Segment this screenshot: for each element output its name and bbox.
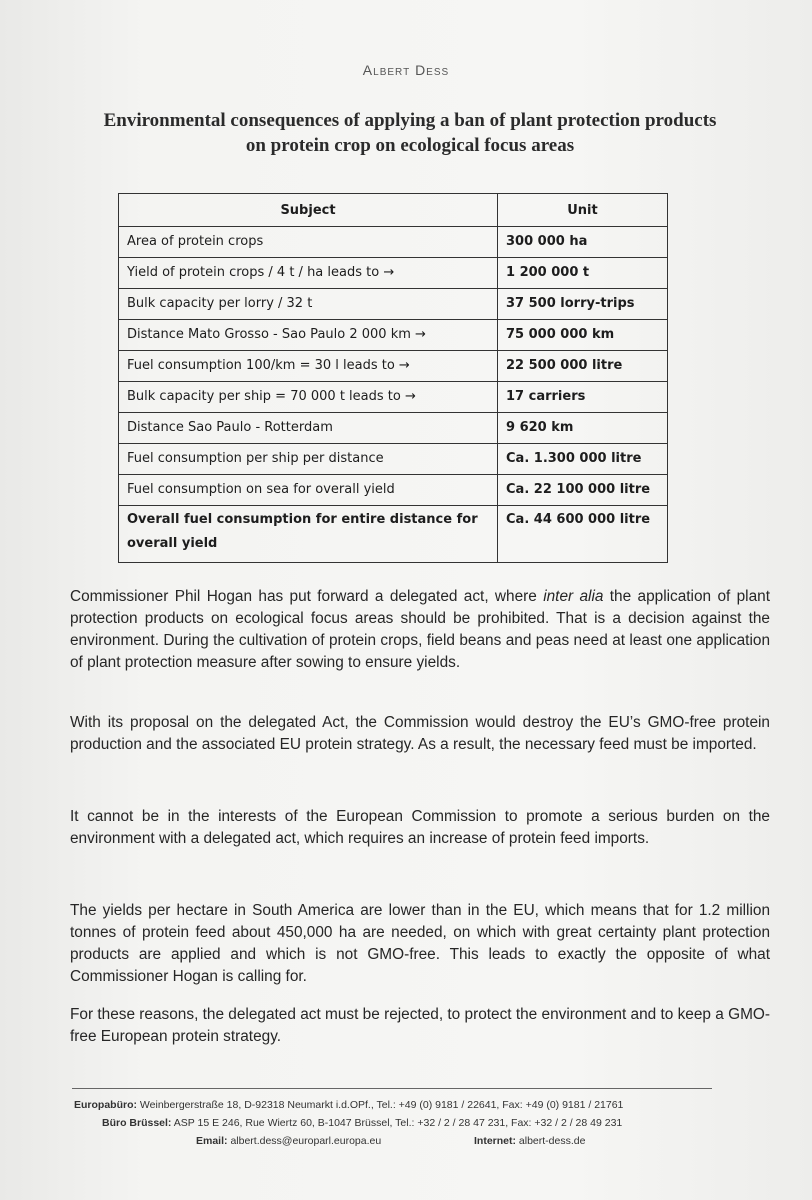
footer-brussel-text: ASP 15 E 246, Rue Wiertz 60, B-1047 Brüssel, Tel.: +32 / 2 / 28 47 231, Fax: +32 / 2 / 28 49 231 (173, 1117, 623, 1129)
row-unit: 300 000 ha (498, 227, 668, 258)
row-unit: Ca. 22 100 000 litre (498, 475, 668, 506)
row-unit: Ca. 44 600 000 litre (498, 506, 668, 563)
paragraph-1-italic: inter alia (543, 588, 604, 605)
footer-europabuero-text: Weinbergerstraße 18, D-92318 Neumarkt i.d.OPf., Tel.: +49 (0) 9181 / 22641, Fax: +49 (0) 9181 / 21761 (139, 1099, 624, 1111)
row-unit: 17 carriers (498, 382, 668, 413)
table-row (119, 444, 668, 475)
footer-internet-label: Internet: (474, 1135, 516, 1147)
footer-internet-link[interactable]: albert-dess.de (518, 1135, 586, 1147)
footer-europabuero-label: Europabüro: (74, 1099, 137, 1111)
footer-europabuero (74, 1098, 724, 1112)
footer-internet (474, 1134, 724, 1148)
footer-divider (72, 1088, 712, 1089)
header-subject: Subject (119, 194, 498, 227)
paragraph-1-start: Commissioner Phil Hogan has put forward a delegated act, where (70, 588, 544, 605)
title-line-1: Environmental consequences of applying a ban of plant protection products (103, 110, 717, 131)
row-subject: Yield of protein crops / 4 t / ha leads to → (119, 258, 498, 289)
table-row (119, 320, 668, 351)
paragraph-2: With its proposal on the delegated Act, the Commission would destroy the EU’s GMO-free protein production and the associated EU protein strategy. As a result, the necessary feed must be imported. (70, 714, 770, 753)
title-line-2: on protein crop on ecological focus areas (245, 135, 575, 156)
row-subject: Bulk capacity per lorry / 32 t (119, 289, 498, 320)
row-subject: Area of protein crops (119, 227, 498, 258)
row-unit: Ca. 1.300 000 litre (498, 444, 668, 475)
table-row (119, 382, 668, 413)
row-subject: Distance Sao Paulo - Rotterdam (119, 413, 498, 444)
paragraph-5: For these reasons, the delegated act must be rejected, to protect the environment and to keep a GMO-free European protein strategy. (70, 1006, 770, 1045)
row-subject: Distance Mato Grosso - Sao Paulo 2 000 km → (119, 320, 498, 351)
footer-email-link[interactable]: albert.dess@europarl.europa.eu (230, 1135, 382, 1147)
table-row-total (119, 506, 668, 563)
row-subject: Overall fuel consumption for entire distance for overall yield (119, 506, 498, 563)
footer-brussel-label: Büro Brüssel: (102, 1117, 172, 1129)
row-subject: Fuel consumption on sea for overall yield (119, 475, 498, 506)
fuel-consumption-table (118, 193, 668, 563)
row-unit: 75 000 000 km (498, 320, 668, 351)
row-subject: Fuel consumption per ship per distance (119, 444, 498, 475)
row-unit: 37 500 lorry-trips (498, 289, 668, 320)
row-subject: Bulk capacity per ship = 70 000 t leads to → (119, 382, 498, 413)
paragraph-1-end: the application of plant protection products on ecological focus areas should be prohibited. That is a decision against the environment. During the cultivation of protein crops, field beans and peas need at least one application of plant protection measure after sowing to ensure yields. (70, 588, 770, 671)
paragraph-1 (70, 586, 770, 674)
row-unit: 9 620 km (498, 413, 668, 444)
table-header-row (119, 194, 668, 227)
table-row (119, 351, 668, 382)
row-unit: 1 200 000 t (498, 258, 668, 289)
row-unit: 22 500 000 litre (498, 351, 668, 382)
letterhead: Albert Dess (362, 62, 450, 78)
header-unit: Unit (498, 194, 668, 227)
table-row (119, 289, 668, 320)
table-row (119, 475, 668, 506)
table-row (119, 258, 668, 289)
footer-brussel (102, 1116, 752, 1130)
row-subject: Fuel consumption 100/km = 30 l leads to → (119, 351, 498, 382)
paragraph-4: The yields per hectare in South America are lower than in the EU, which means that for 1.2 million tonnes of protein feed about 450,000 ha are needed, on which with great certainty plant protection products are applied and which is not GMO-free. This leads to exactly the opposite of what Commissioner Hogan is calling for. (70, 902, 770, 985)
table-row (119, 413, 668, 444)
footer-email-label: Email: (196, 1135, 228, 1147)
table-row (119, 227, 668, 258)
paragraph-3: It cannot be in the interests of the European Commission to promote a serious burden on the environment with a delegated act, which requires an increase of protein feed imports. (70, 808, 770, 847)
document-title (60, 108, 760, 158)
